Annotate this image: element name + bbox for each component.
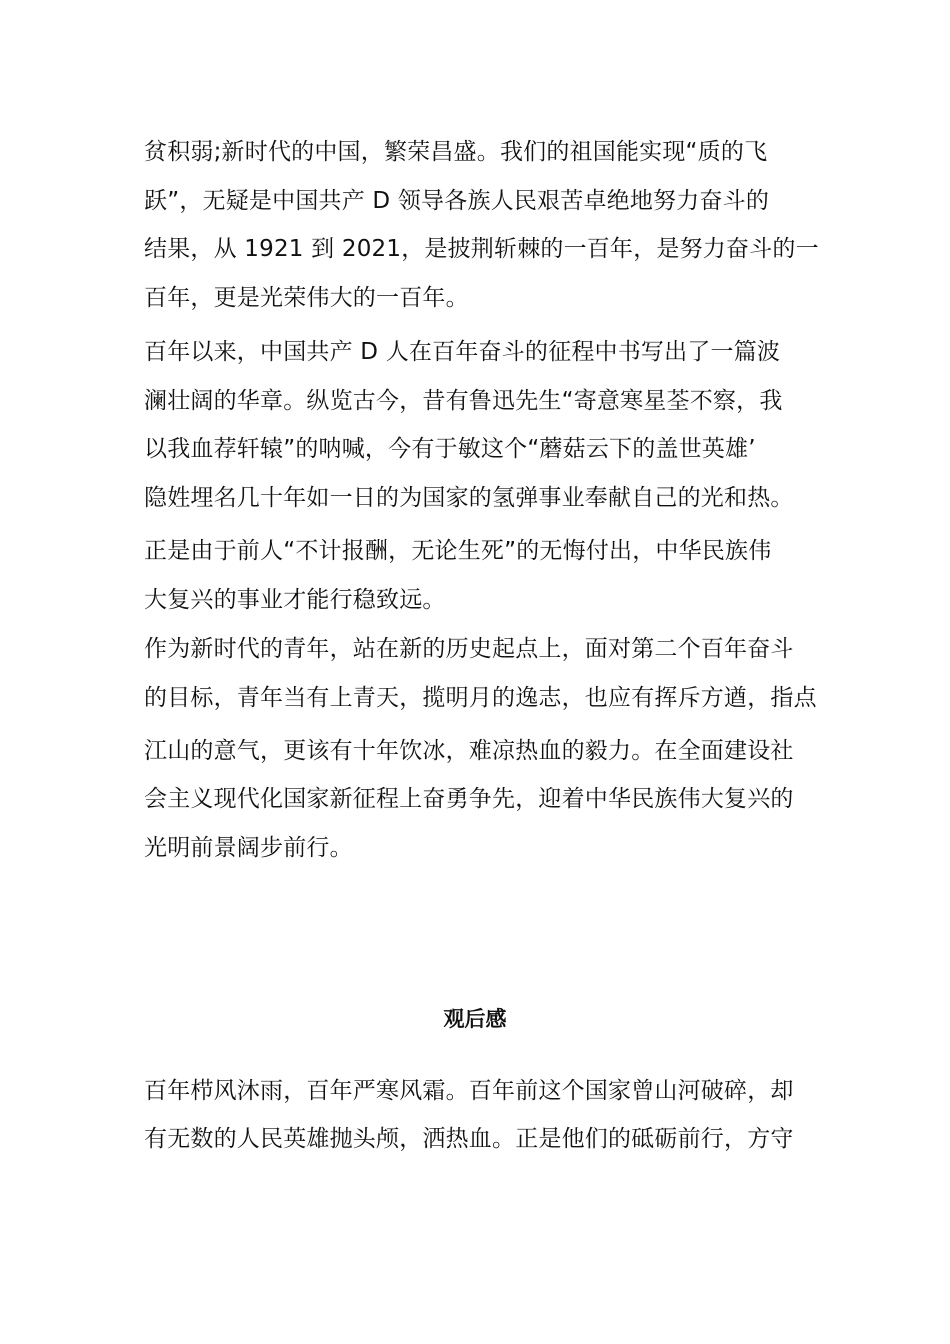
paragraph-line: 百年，更是光荣伟大的一百年。	[144, 285, 469, 311]
paragraph-line: 光明前景阔步前行。	[144, 835, 353, 861]
paragraph-line: 百年栉风沐雨，百年严寒风霜。百年前这个国家曾山河破碎，却	[144, 1078, 794, 1104]
paragraph-line: 澜壮阔的华章。纵览古今，昔有鲁迅先生“寄意寒星荃不察，我	[144, 388, 783, 414]
paragraph-line: 正是由于前人“不计报酬，无论生死”的无悔付出，中华民族伟	[144, 538, 772, 564]
paragraph-line: 结果，从 1921 到 2021，是披荆斩棘的一百年，是努力奋斗的一	[144, 236, 819, 262]
paragraph-line: 跃”，无疑是中国共产 D 领导各族人民艰苦卓绝地努力奋斗的	[144, 188, 770, 214]
paragraph-line: 贫积弱;新时代的中国，繁荣昌盛。我们的祖国能实现“质的飞	[144, 139, 768, 165]
paragraph-line: 大复兴的事业才能行稳致远。	[144, 587, 446, 613]
paragraph-line: 隐姓埋名几十年如一日的为国家的氢弹事业奉献自己的光和热。	[144, 485, 794, 511]
paragraph-line: 有无数的人民英雄抛头颅，洒热血。正是他们的砥砺前行，方守	[144, 1126, 794, 1152]
paragraph-line: 江山的意气，更该有十年饮冰，难凉热血的毅力。在全面建设社	[144, 738, 794, 764]
paragraph-line: 的目标，青年当有上青天，揽明月的逸志，也应有挥斥方遒，指点	[144, 685, 817, 711]
paragraph-line: 作为新时代的青年，站在新的历史起点上，面对第二个百年奋斗	[144, 636, 794, 662]
paragraph-line: 百年以来，中国共产 D 人在百年奋斗的征程中书写出了一篇波	[144, 339, 781, 365]
paragraph-line: 会主义现代化国家新征程上奋勇争先，迎着中华民族伟大复兴的	[144, 786, 794, 812]
section-heading: 观后感	[443, 1007, 507, 1031]
paragraph-line: 以我血荐轩辕”的呐喊，今有于敏这个“蘑菇云下的盖世英雄’	[144, 436, 756, 462]
